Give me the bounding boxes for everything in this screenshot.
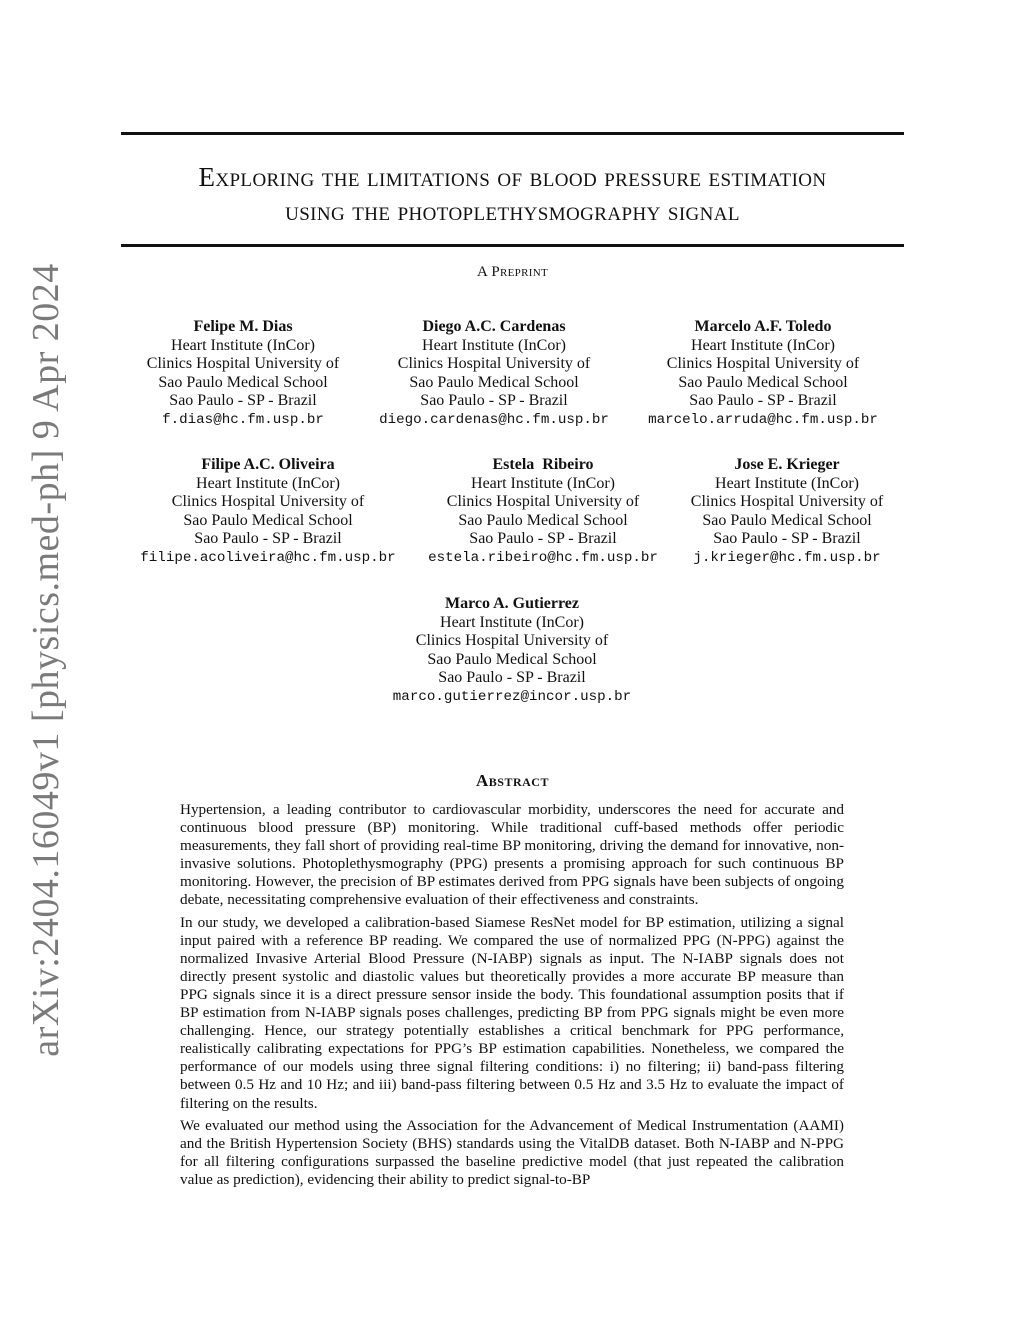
title-top-rule xyxy=(121,132,904,135)
title-bottom-rule xyxy=(121,244,904,247)
author-institute: Heart Institute (InCor) xyxy=(440,613,584,631)
preprint-label: A Preprint xyxy=(477,264,548,280)
author-block xyxy=(118,456,418,568)
paper-title-line-2: using the photoplethysmography signal xyxy=(285,196,740,226)
author-location: Sao Paulo - SP - Brazil xyxy=(713,530,861,547)
author-location: Sao Paulo - SP - Brazil xyxy=(194,530,342,547)
author-school: Sao Paulo Medical School xyxy=(183,511,353,529)
paper-title-line-1: Exploring the limitations of blood pressure estimation xyxy=(198,162,827,192)
author-institute: Heart Institute (InCor) xyxy=(691,336,835,354)
author-block xyxy=(613,318,913,430)
abstract-body xyxy=(180,801,844,1193)
paper-title xyxy=(121,160,904,228)
author-name: Diego A.C. Cardenas xyxy=(422,318,566,335)
author-hospital: Clinics Hospital University of xyxy=(397,355,591,372)
author-institute: Heart Institute (InCor) xyxy=(715,474,859,492)
abstract-paragraph: Hypertension, a leading contributor to cardiovascular morbidity, underscores the need for accurate and continuous blood pressure (BP) monitoring. While traditional cuff-based methods offer periodic measurements, they fall short of providing real-time BP monitoring, driving the demand for innovative, non-invasive solutions. Photoplethysmography (PPG) presents a promising approach for such continuous BP monitoring. However, the precision of BP estimates derived from PPG signals have been subjects of ongoing debate, necessitating comprehensive evaluation of their effectiveness and constraints. xyxy=(180,801,844,909)
author-school: Sao Paulo Medical School xyxy=(158,373,328,391)
author-email[interactable]: j.krieger@hc.fm.usp.br xyxy=(693,549,881,566)
author-location: Sao Paulo - SP - Brazil xyxy=(469,530,617,547)
author-institute: Heart Institute (InCor) xyxy=(471,474,615,492)
author-name: Marcelo A.F. Toledo xyxy=(694,318,832,335)
author-name: Estela Ribeiro xyxy=(492,456,594,473)
author-name: Felipe M. Dias xyxy=(193,318,293,335)
author-institute: Heart Institute (InCor) xyxy=(196,474,340,492)
author-location: Sao Paulo - SP - Brazil xyxy=(169,392,317,409)
abstract-paragraph: We evaluated our method using the Association for the Advancement of Medical Instrumentation (AAMI) and the British Hypertension Society (BHS) standards using the VitalDB dataset. Both N-IABP and N-PPG for all filtering configurations surpassed the baseline predictive model (that just repeated the calibration value as prediction), evidencing their ability to predict signal-to-BP xyxy=(180,1116,844,1188)
author-block xyxy=(344,318,644,430)
author-hospital: Clinics Hospital University of xyxy=(171,493,365,510)
author-institute: Heart Institute (InCor) xyxy=(422,336,566,354)
author-hospital: Clinics Hospital University of xyxy=(446,493,640,510)
author-email[interactable]: filipe.acoliveira@hc.fm.usp.br xyxy=(140,549,396,566)
author-school: Sao Paulo Medical School xyxy=(458,511,628,529)
author-school: Sao Paulo Medical School xyxy=(678,373,848,391)
author-email[interactable]: f.dias@hc.fm.usp.br xyxy=(162,411,324,428)
author-email[interactable]: diego.cardenas@hc.fm.usp.br xyxy=(379,411,609,428)
author-school: Sao Paulo Medical School xyxy=(409,373,579,391)
author-hospital: Clinics Hospital University of xyxy=(146,355,340,372)
author-school: Sao Paulo Medical School xyxy=(427,650,597,668)
author-name: Filipe A.C. Oliveira xyxy=(201,456,335,473)
author-email[interactable]: marcelo.arruda@hc.fm.usp.br xyxy=(648,411,878,428)
author-location: Sao Paulo - SP - Brazil xyxy=(420,392,568,409)
author-hospital: Clinics Hospital University of xyxy=(666,355,860,372)
author-institute: Heart Institute (InCor) xyxy=(171,336,315,354)
author-name: Jose E. Krieger xyxy=(734,456,840,473)
author-hospital: Clinics Hospital University of xyxy=(690,493,884,510)
author-block xyxy=(362,595,662,707)
arxiv-identifier: arXiv:2404.16049v1 [physics.med-ph] 9 Apr 2024 xyxy=(25,263,67,1057)
author-location: Sao Paulo - SP - Brazil xyxy=(438,669,586,686)
author-email[interactable]: estela.ribeiro@hc.fm.usp.br xyxy=(428,549,658,566)
author-block xyxy=(637,456,937,568)
author-name: Marco A. Gutierrez xyxy=(444,595,580,612)
abstract-paragraph: In our study, we developed a calibration-based Siamese ResNet model for BP estimation, utilizing a signal input paired with a reference BP reading. We compared the use of normalized PPG (N-PPG) against the normalized Invasive Arterial Blood Pressure (N-IABP) signals as input. The N-IABP signals does not directly present systolic and diastolic values but theoretically provides a more accurate BP measure than PPG signals since it is a direct pressure sensor inside the body. This foundational assumption posits that if BP estimation from N-IABP signals poses challenges, predicting BP from PPG signals might be even more challenging. Hence, our strategy potentially establishes a critical benchmark for PPG performance, realistically calibrating expectations for PPG’s BP estimation capabilities. Nonetheless, we compared the performance of our models using three signal filtering conditions: i) no filtering; ii) band-pass filtering between 0.5 Hz and 10 Hz; and iii) band-pass filtering between 0.5 Hz and 3.5 Hz to evaluate the impact of filtering on the results. xyxy=(180,913,844,1112)
abstract-heading: Abstract xyxy=(476,771,549,790)
author-email[interactable]: marco.gutierrez@incor.usp.br xyxy=(392,688,632,705)
author-hospital: Clinics Hospital University of xyxy=(415,632,609,649)
author-location: Sao Paulo - SP - Brazil xyxy=(689,392,837,409)
author-school: Sao Paulo Medical School xyxy=(702,511,872,529)
